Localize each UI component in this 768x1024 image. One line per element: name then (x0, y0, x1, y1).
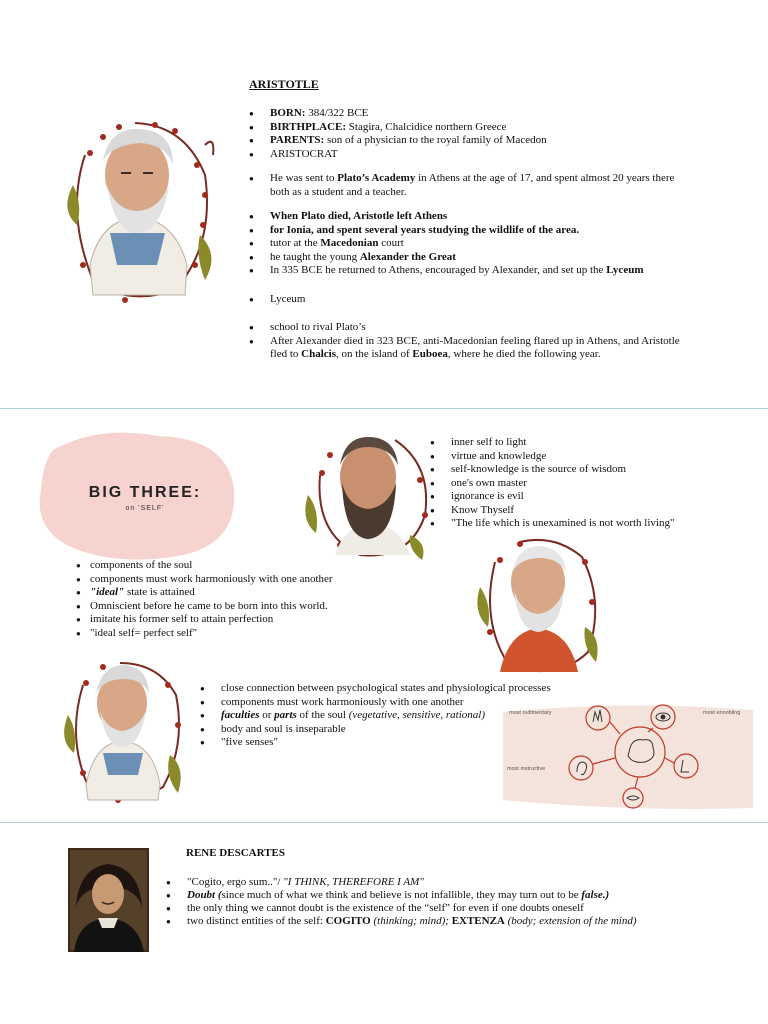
list-item: ● two distinct entities of the self: COGITO (thinking; mind); EXTENZA (body; extension of the mind) (166, 915, 676, 928)
label-most-instructive: most instructive (507, 766, 546, 772)
list-item: ● ARISTOCRAT (249, 148, 689, 162)
list-item: ● When Plato died, Aristotle left Athens (249, 210, 689, 224)
section-divider (0, 822, 768, 823)
list-item: ● school to rival Plato’s (249, 321, 689, 335)
list-item: ● the only thing we cannot doubt is the existence of the “self” for even if one doubts oneself (166, 902, 676, 915)
list-item: ● for Ionia, and spent several years studying the wildlife of the area. (249, 224, 689, 238)
list-item: ● "five senses" (200, 736, 620, 750)
list-item: ● PARENTS: son of a physician to the royal family of Macedon (249, 134, 689, 148)
plato-portrait (470, 532, 605, 680)
list-item: ● Omniscient before he came to be born into this world. (76, 600, 376, 614)
aristotle-facts (249, 107, 689, 362)
list-item: ● self-knowledge is the source of wisdom (430, 463, 680, 477)
list-item: ● Know Thyself (430, 504, 680, 518)
list-item: ● virtue and knowledge (430, 450, 680, 464)
list-item: ● tutor at the Macedonian court (249, 237, 689, 251)
list-item: ● close connection between psychological states and physiological processes (200, 682, 620, 696)
aristotle-portrait (55, 115, 220, 310)
list-item: ● Lyceum (249, 293, 689, 307)
label-most-ennobling: most ennobling (703, 710, 741, 716)
label-most-rudimentary: most rudimentary (509, 710, 552, 716)
list-item: ● "The life which is unexamined is not worth living" (430, 517, 680, 531)
section-divider (0, 408, 768, 409)
descartes-title: RENE DESCARTES (186, 847, 285, 859)
list-item: ● BORN: 384/322 BCE (249, 107, 689, 121)
descartes-portrait (68, 848, 149, 952)
list-item: ● one's own master (430, 477, 680, 491)
socrates-portrait (300, 425, 435, 565)
descartes-points (166, 876, 676, 928)
list-item: ● BIRTHPLACE: Stagira, Chalcidice northern Greece (249, 121, 689, 135)
list-item: ● After Alexander died in 323 BCE, anti-Macedonian feeling flared up in Athens, and Aristotle fled to Chalcis, on the island of Euboea, where he died the following year. (249, 335, 689, 362)
list-item: ● "Cogito, ergo sum.."/ "I THINK, THEREFORE I AM" (166, 876, 676, 889)
big-three-subtitle: on 'SELF' (125, 505, 165, 512)
five-senses-diagram (503, 700, 753, 810)
aristotle-title: ARISTOTLE (249, 77, 319, 91)
list-item: ● components must work harmoniously with one another (76, 573, 376, 587)
list-item: ● imitate his former self to attain perfection (76, 613, 376, 627)
socrates-points (430, 436, 680, 531)
list-item: ● He was sent to Plato’s Academy in Athens at the age of 17, and spent almost 20 years there both as a student and a teacher. (249, 172, 689, 199)
list-item: ● "ideal" state is attained (76, 586, 376, 600)
list-item: ● components of the soul (76, 559, 376, 573)
list-item: ● body and soul is inseparable (200, 723, 620, 737)
list-item: ● components must work harmoniously with one another (200, 696, 620, 710)
list-item: ● ignorance is evil (430, 490, 680, 504)
big-three-title: BIG THREE: (88, 484, 202, 501)
list-item: ● In 335 BCE he returned to Athens, encouraged by Alexander, and set up the Lyceum (249, 264, 689, 278)
aristotle-portrait-small (58, 655, 188, 805)
list-item: ● faculties or parts of the soul (vegetative, sensitive, rational) (200, 709, 620, 723)
list-item: ● inner self to light (430, 436, 680, 450)
plato-points (76, 559, 376, 640)
list-item: ● Doubt (since much of what we think and believe is not infallible, they may turn out to be false.) (166, 889, 676, 902)
list-item: ● "ideal self= perfect self" (76, 627, 376, 641)
list-item: ● he taught the young Alexander the Great (249, 251, 689, 265)
